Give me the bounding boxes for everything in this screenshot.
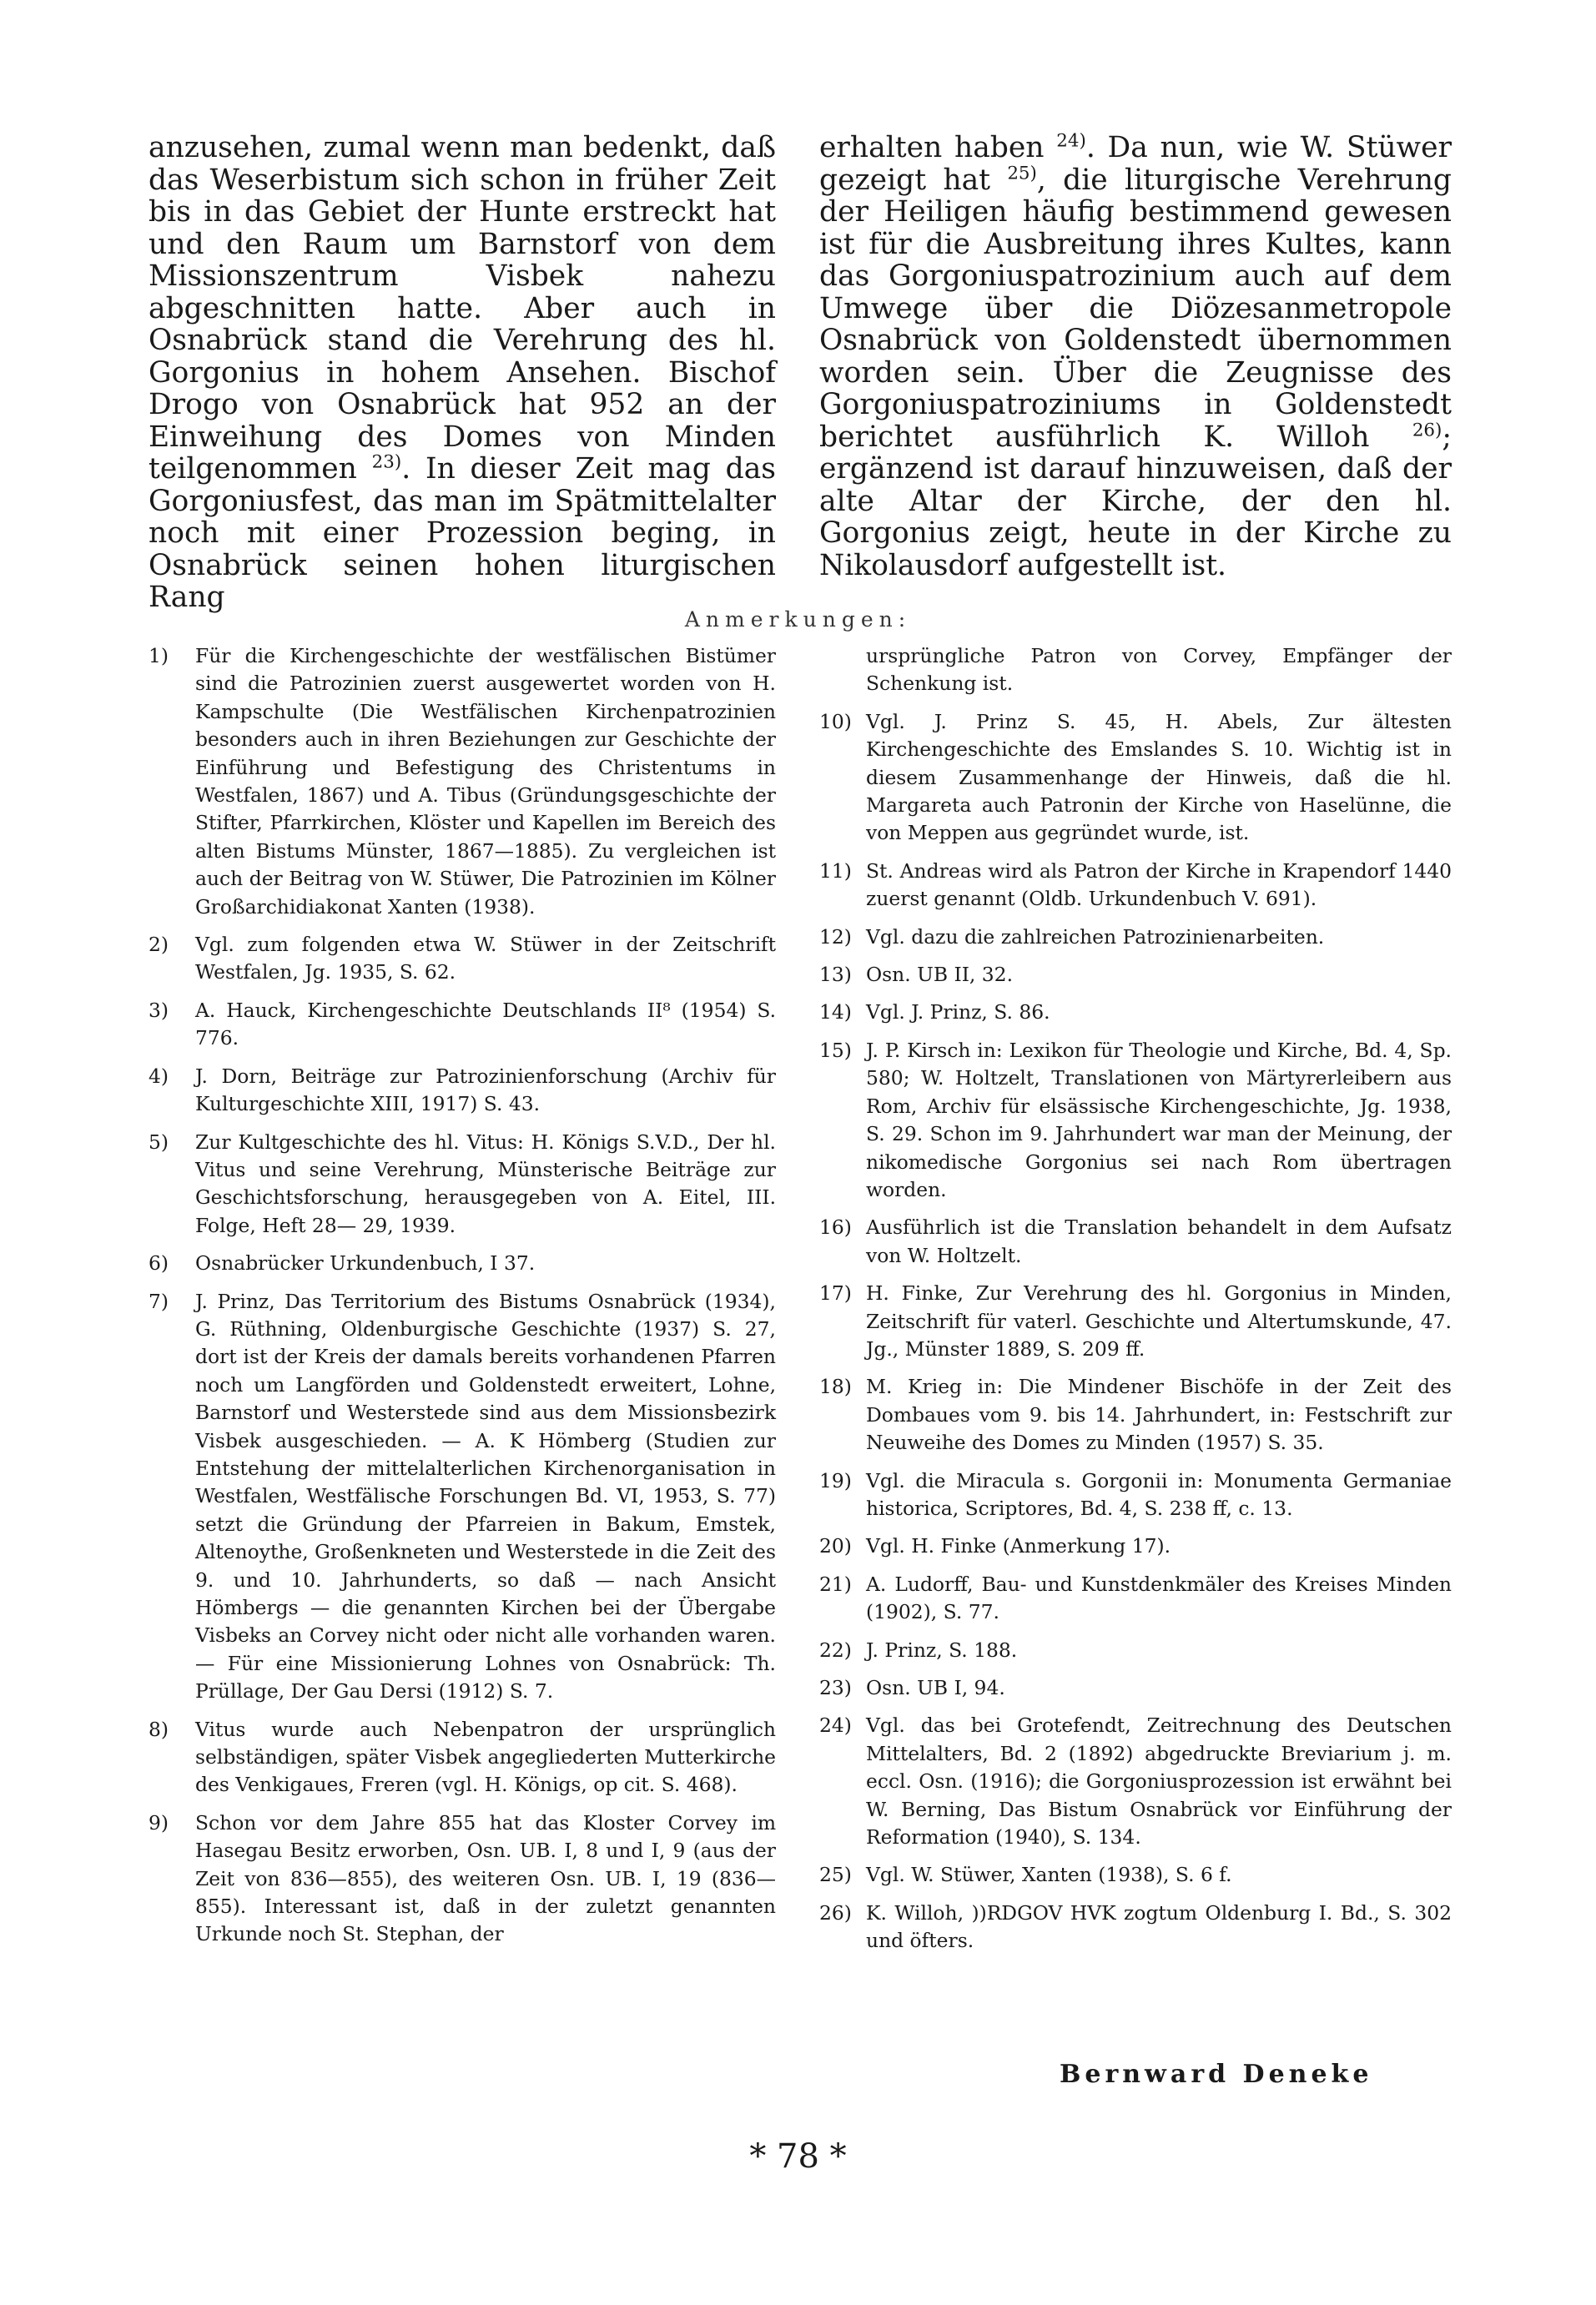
footnote-number: 6) bbox=[149, 1251, 169, 1276]
footnote-number: 17) bbox=[819, 1281, 852, 1306]
footnote-text: Vgl. das bei Grotefendt, Zeitrechnung des Deutschen Mittelalters, Bd. 2 (1892) abgedruckte Breviarium j. m. eccl. Osn. (1916); die Gorgoniusprozession ist erwähnt bei W. Berning, Das Bistum Osnabrück vor Einführung der Reformation (1940), S. 134. bbox=[866, 1714, 1452, 1850]
footnote-text: Ausführlich ist die Translation behandelt in dem Aufsatz von W. Holtzelt. bbox=[866, 1215, 1452, 1267]
footnote-number: 12) bbox=[819, 924, 852, 949]
footnote-number: 1) bbox=[149, 644, 169, 667]
footnote-number: 9) bbox=[149, 1810, 169, 1834]
footnote bbox=[149, 997, 776, 1053]
footnote bbox=[819, 1637, 1452, 1664]
footnote-number: 18) bbox=[819, 1375, 852, 1399]
footnote-text: J. Prinz, S. 188. bbox=[866, 1638, 1018, 1662]
footnote bbox=[819, 924, 1452, 951]
footnote bbox=[819, 708, 1452, 848]
footnote-text: St. Andreas wird als Patron der Kirche in Krapendorf 1440 zuerst genannt (Oldb. Urkundenbuch V. 691). bbox=[866, 858, 1452, 911]
footnote bbox=[149, 1288, 776, 1706]
footnote bbox=[149, 1250, 776, 1277]
author-signature: Bernward Deneke bbox=[1060, 2060, 1373, 2089]
footnote-number: 26) bbox=[819, 1900, 852, 1925]
footnote-number: 20) bbox=[819, 1534, 852, 1558]
footnote-text: Vgl. H. Finke (Anmerkung 17). bbox=[866, 1534, 1171, 1558]
footnote-text: J. Prinz, Das Territorium des Bistums Osnabrück (1934), G. Rüthning, Oldenburgische Geschichte (1937) S. 27, dort ist der Kreis der damals bereits vorhandenen Pfarren noch um Langförden und Goldenstedt erweitert, Lohne, Barnstorf und Westerstede sind aus dem Missionsbezirk Visbek ausgeschieden. — A. K Hömberg (Studien zur Entstehung der mittelalterlichen Kirchenorganisation in Westfalen, Westfälische Forschungen Bd. VI, 1953, S. 77) setzt die Gründung der Pfarreien in Bakum, Emstek, Altenoythe, Großenkneten und Westerstede in die Zeit des 9. und 10. Jahrhunderts, so daß — nach Ansicht Hömbergs — die genannten Kirchen bei der Übergabe Visbeks an Corvey nicht oder nicht alle vorhanden waren. — Für eine Missionierung Lohnes von Osnabrück: Th. Prüllage, Der Gau Dersi (1912) S. 7. bbox=[195, 1289, 776, 1704]
footnote-number: 21) bbox=[819, 1572, 852, 1596]
footnote-text: Vgl. zum folgenden etwa W. Stüwer in der Zeitschrift Westfalen, Jg. 1935, S. 62. bbox=[195, 933, 776, 984]
footnote-number: 13) bbox=[819, 963, 852, 987]
footnote-text: Vgl. die Miracula s. Gorgonii in: Monumenta Germaniae historica, Scriptores, Bd. 4, S. 238 ff, c. 13. bbox=[866, 1468, 1452, 1520]
footnote bbox=[819, 999, 1452, 1026]
footnote-number: 7) bbox=[149, 1289, 169, 1313]
footnote-number: 3) bbox=[149, 998, 169, 1022]
footnote bbox=[819, 1532, 1452, 1560]
footnote bbox=[149, 1063, 776, 1119]
footnote-text: J. Dorn, Beiträge zur Patrozinienforschung (Archiv für Kulturgeschichte XIII, 1917) S. 43. bbox=[195, 1064, 776, 1116]
footnote bbox=[819, 1712, 1452, 1851]
footnote bbox=[819, 1674, 1452, 1702]
body-paragraph-left: anzusehen, zumal wenn man bedenkt, daß das Weserbistum sich schon in früher Zeit bis in das Gebiet der Hunte erstreckt hat und den Raum um Barnstorf von dem Missionszentrum Visbek nahezu abgeschnitten hatte. Aber auch in Osnabrück stand die Verehrung des hl. Gorgonius in hohem Ansehen. Bischof Drogo von Osnabrück hat 952 an der Einweihung des Domes von Minden teilgenommen $^{23)}$. In dieser Zeit mag das Gorgoniusfest, das man im Spätmittelalter noch mit einer Prozession beging, in Osnabrück seinen hohen liturgischen Rang bbox=[149, 131, 776, 614]
footnote-text: Zur Kultgeschichte des hl. Vitus: H. Königs S.V.D., Der hl. Vitus und seine Verehrung, Münsterische Beiträge zur Geschichtsforschung, herausgegeben von A. Eitel, III. Folge, Heft 28— 29, 1939. bbox=[195, 1130, 776, 1237]
footnote-text: Vgl. W. Stüwer, Xanten (1938), S. 6 f. bbox=[866, 1863, 1232, 1887]
footnote-text: Osnabrücker Urkundenbuch, I 37. bbox=[195, 1251, 536, 1276]
footnote bbox=[819, 1037, 1452, 1204]
footnote-text: A. Ludorff, Bau- und Kunstdenkmäler des Kreises Minden (1902), S. 77. bbox=[866, 1572, 1452, 1624]
footnote bbox=[149, 1129, 776, 1241]
footnotes-column-left bbox=[149, 642, 776, 1959]
footnote bbox=[819, 1900, 1452, 1955]
body-column-right bbox=[819, 132, 1452, 581]
footnote bbox=[819, 858, 1452, 913]
footnote-number: 23) bbox=[819, 1676, 852, 1699]
footnote-text: K. Willoh, ))RDGOV HVK zogtum Oldenburg I. Bd., S. 302 und öfters. bbox=[866, 1900, 1452, 1953]
notes-heading: Anmerkungen: bbox=[684, 607, 912, 632]
footnote-number: 10) bbox=[819, 709, 852, 733]
footnote-text: Vgl. J. Prinz, S. 86. bbox=[866, 1000, 1050, 1024]
footnote-number: 16) bbox=[819, 1215, 852, 1240]
footnote-number: 15) bbox=[819, 1038, 852, 1062]
footnote-text: Vgl. dazu die zahlreichen Patrozinienarbeiten. bbox=[866, 924, 1325, 949]
footnote-text: Vgl. J. Prinz S. 45, H. Abels, Zur ältesten Kirchengeschichte des Emslandes S. 10. Wichtig ist in diesem Zusammenhange der Hinweis, daß die hl. Margareta auch Patronin der Kirche von Haselünne, die von Meppen aus gegründet wurde, ist. bbox=[866, 709, 1452, 845]
footnote-number: 24) bbox=[819, 1714, 852, 1738]
footnote bbox=[819, 1571, 1452, 1627]
footnote-number: 22) bbox=[819, 1638, 852, 1662]
footnote-text: A. Hauck, Kirchengeschichte Deutschlands II⁸ (1954) S. 776. bbox=[195, 998, 776, 1050]
body-column-left bbox=[149, 132, 776, 614]
footnote-number: 8) bbox=[149, 1717, 169, 1741]
footnote-text: Schon vor dem Jahre 855 hat das Kloster Corvey im Hasegau Besitz erworben, Osn. UB. I, 8 und I, 9 (aus der Zeit von 836—855), des weiteren Osn. UB. I, 19 (836—855). Interessant ist, daß in der zuletzt genannten Urkunde noch St. Stephan, der bbox=[195, 1810, 776, 1946]
footnote bbox=[819, 1467, 1452, 1523]
footnote-number: 25) bbox=[819, 1863, 852, 1887]
body-paragraph-right: erhalten haben $^{24)}$. Da nun, wie W. Stüwer gezeigt hat $^{25)}$, die liturgische Verehrung der Heiligen häufig bestimmend gewesen ist für die Ausbreitung ihres Kultes, kann das Gorgoniuspatrozinium auch auf dem Umwege über die Diözesanmetropole Osnabrück von Goldenstedt übernommen worden sein. Über die Zeugnisse des Gorgoniuspatroziniums in Goldenstedt berichtet ausführlich K. Willoh $^{26)}$; ergänzend ist darauf hinzuweisen, daß der alte Altar der Kirche, der den hl. Gorgonius zeigt, heute in der Kirche zu Nikolausdorf aufgestellt ist. bbox=[819, 130, 1452, 582]
footnote-number: 4) bbox=[149, 1064, 169, 1088]
footnote-number: 11) bbox=[819, 858, 852, 883]
footnote bbox=[149, 1716, 776, 1799]
footnote-text: H. Finke, Zur Verehrung des hl. Gorgonius in Minden, Zeitschrift für vaterl. Geschichte und Altertumskunde, 47. Jg., Münster 1889, S. 209 ff. bbox=[866, 1281, 1452, 1361]
footnote-text: J. P. Kirsch in: Lexikon für Theologie und Kirche, Bd. 4, Sp. 580; W. Holtzelt, Translationen von Märtyrerleibern aus Rom, Archiv für elsässische Kirchengeschichte, Jg. 1938, S. 29. Schon im 9. Jahrhundert war man der Meinung, der nikomedische Gorgonius sei nach Rom übertragen worden. bbox=[866, 1038, 1452, 1201]
footnote bbox=[149, 642, 776, 921]
footnote-text: M. Krieg in: Die Mindener Bischöfe in der Zeit des Dombaues vom 9. bis 14. Jahrhundert, in: Festschrift zur Neuweihe des Domes zu Minden (1957) S. 35. bbox=[866, 1375, 1452, 1455]
footnote-text: Vitus wurde auch Nebenpatron der ursprünglich selbständigen, später Visbek angegliederten Mutterkirche des Venkigaues, Freren (vgl. H. Königs, op cit. S. 468). bbox=[195, 1717, 776, 1797]
footnote bbox=[819, 1861, 1452, 1889]
footnote bbox=[819, 1373, 1452, 1457]
footnote-continuation: ursprüngliche Patron von Corvey, Empfänger der Schenkung ist. bbox=[866, 644, 1452, 696]
footnote-number: 19) bbox=[819, 1468, 852, 1492]
footnote bbox=[819, 1280, 1452, 1363]
footnote-text: Für die Kirchengeschichte der westfälischen Bistümer sind die Patrozinien zuerst ausgewertet worden von H. Kampschulte (Die Westfälischen Kirchenpatrozinien besonders auch in ihren Beziehungen zur Geschichte der Einführung und Befestigung des Christentums in Westfalen, 1867) und A. Tibus (Gründungsgeschichte der Stifter, Pfarrkirchen, Klöster und Kapellen im Bereich des alten Bistums Münster, 1867—1885). Zu vergleichen ist auch der Beitrag von W. Stüwer, Die Patrozinien im Kölner Großarchidiakonat Xanten (1938). bbox=[195, 644, 776, 918]
footnote-number: 14) bbox=[819, 1000, 852, 1024]
footnote bbox=[819, 961, 1452, 989]
footnote-number: 5) bbox=[149, 1130, 169, 1154]
footnotes-column-right bbox=[819, 642, 1452, 1965]
footnote bbox=[149, 931, 776, 987]
footnote bbox=[149, 1809, 776, 1949]
footnote bbox=[819, 1214, 1452, 1270]
footnote-text: Osn. UB I, 94. bbox=[866, 1676, 1005, 1699]
footnote-text: Osn. UB II, 32. bbox=[866, 963, 1014, 987]
footnote-number: 2) bbox=[149, 933, 169, 957]
page-number: * 78 * bbox=[749, 2137, 847, 2176]
